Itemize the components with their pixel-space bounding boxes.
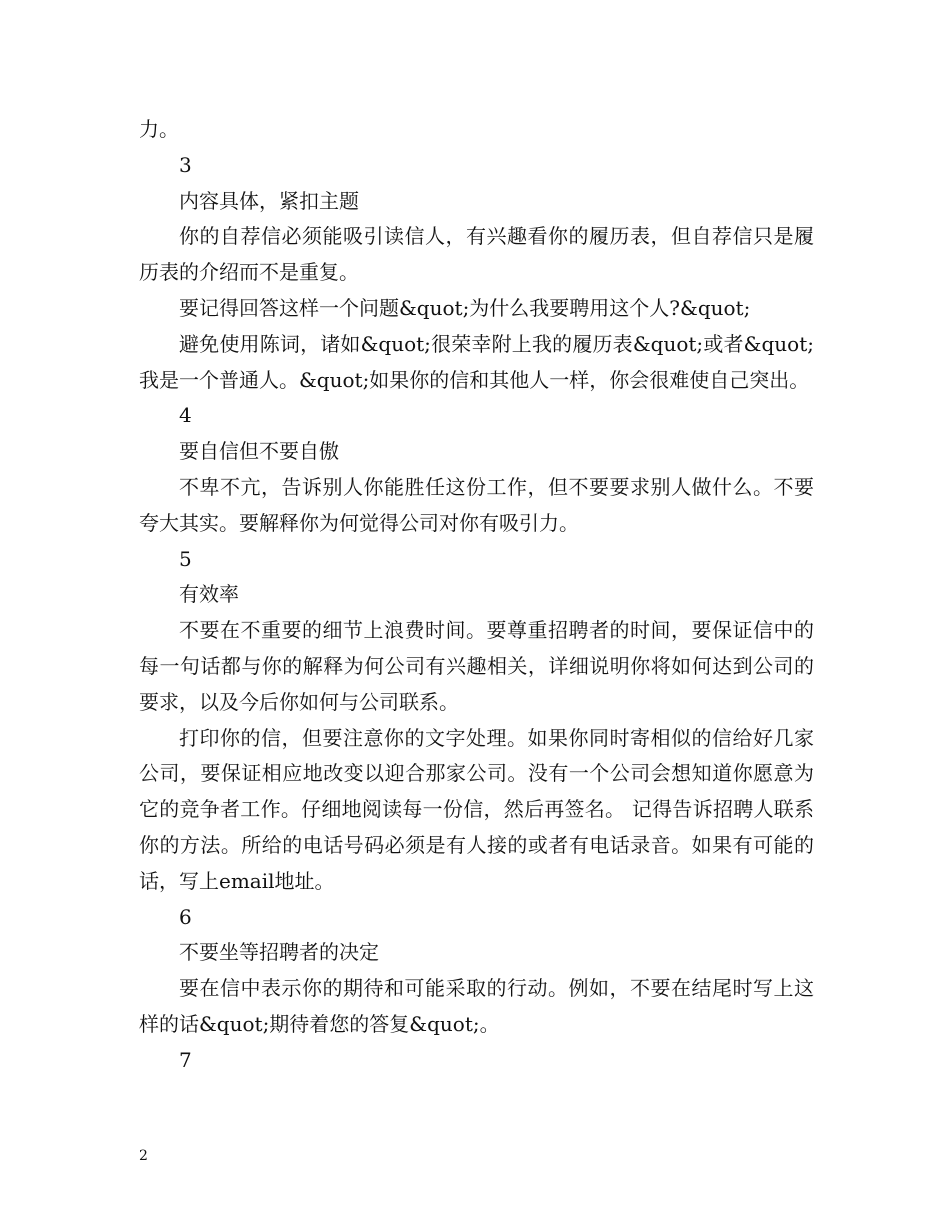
paragraph: 要在信中表示你的期待和可能采取的行动。例如，不要在结尾时写上这样的话&quot;期待着您的答复&quot;。 — [139, 976, 814, 1036]
paragraph: 打印你的信，但要注意你的文字处理。如果你同时寄相似的信给好几家公司，要保证相应地改变以迎合那家公司。没有一个公司会想知道你愿意为它的竞争者工作。仔细地阅读每一份信，然后再签名。 记得告诉招聘人联系你的方法。所给的电话号码必须是有人接的或者有电话录音。如果有可能的话，写上email地址。 — [139, 725, 814, 893]
paragraph: 你的自荐信必须能吸引读信人，有兴趣看你的履历表，但自荐信只是履历表的介绍而不是重复。 — [139, 224, 814, 285]
page-number: 2 — [139, 1148, 148, 1164]
paragraph: 要记得回答这样一个问题&quot;为什么我要聘用这个人?&quot; — [179, 295, 751, 320]
section-number: 4 — [179, 403, 192, 428]
section-number: 7 — [179, 1047, 192, 1072]
section-number: 3 — [179, 152, 192, 177]
paragraph: 避免使用陈词，诸如&quot;很荣幸附上我的履历表&quot;或者&quot;我是一个普通人。&quot;如果你的信和其他人一样，你会很难使自己突出。 — [139, 331, 814, 392]
paragraph-continuation: 力。 — [139, 117, 179, 141]
section-number: 5 — [179, 546, 192, 571]
paragraph: 不要在不重要的细节上浪费时间。要尊重招聘者的时间，要保证信中的每一句话都与你的解释为何公司有兴趣相关，详细说明你将如何达到公司的要求，以及今后你如何与公司联系。 — [139, 618, 814, 714]
section-number: 6 — [179, 904, 192, 929]
paragraph: 不卑不亢，告诉别人你能胜任这份工作，但不要要求别人做什么。不要夸大其实。要解释你为何觉得公司对你有吸引力。 — [139, 474, 814, 535]
section-heading: 内容具体，紧扣主题 — [179, 188, 359, 213]
section-heading: 有效率 — [179, 582, 239, 607]
section-heading: 要自信但不要自傲 — [179, 439, 339, 464]
body-text — [139, 112, 814, 1079]
section-heading: 不要坐等招聘者的决定 — [179, 940, 379, 965]
